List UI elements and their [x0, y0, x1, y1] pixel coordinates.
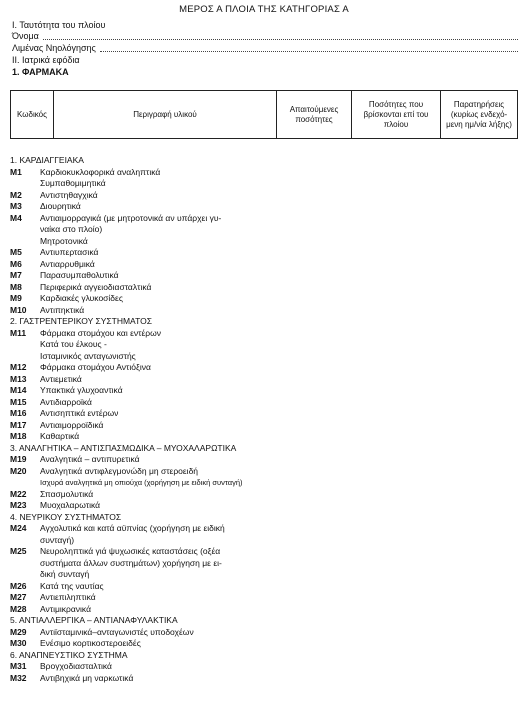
item-description: Αντιπηκτικά — [40, 304, 85, 315]
item-description: Υπακτικά γλυχοαντικά — [40, 385, 123, 395]
ship-name-label: Όνομα — [12, 31, 39, 41]
port-registry-line — [12, 43, 520, 55]
item-code — [10, 339, 40, 351]
list-item — [10, 581, 520, 593]
list-item — [10, 328, 520, 340]
item-code: Μ10 — [10, 304, 27, 315]
item-code: Μ16 — [10, 408, 27, 418]
list-item — [10, 454, 520, 466]
list-item — [10, 190, 520, 202]
list-item — [10, 408, 520, 420]
item-code: Μ8 — [10, 281, 22, 292]
list-item — [10, 305, 520, 317]
item-code: Μ25 — [10, 546, 27, 556]
list-item — [10, 339, 520, 351]
item-description: Αντιδιαρροϊκά — [40, 396, 92, 407]
item-description: Ισταμινικός ανταγωνιστής — [40, 350, 136, 361]
list-item — [10, 431, 520, 443]
item-description: συστήματα άλλων συστημάτων) χορήγηση με ει- — [40, 557, 222, 568]
item-code: Μ32 — [10, 672, 27, 683]
list-item — [10, 661, 520, 673]
list-item — [10, 397, 520, 409]
section-heading: 4. ΝΕΥΡΙΚΟΥ ΣΥΣΤΗΜΑΤΟΣ — [10, 511, 122, 522]
item-code: Μ30 — [10, 638, 27, 648]
list-item — [10, 477, 520, 489]
page-title: ΜΕΡΟΣ Α ΠΛΟΙΑ ΤΗΣ ΚΑΤΗΓΟΡΙΑΣ Α — [179, 4, 349, 15]
item-description: Καρδιακές γλυκοσίδες — [40, 293, 123, 303]
item-description: Καθαρτικά — [40, 431, 80, 441]
item-description: δική συνταγή — [40, 569, 90, 579]
item-description: Αντιυπερτασικά — [40, 247, 99, 257]
list-item — [10, 167, 520, 179]
item-code: Μ20 — [10, 465, 27, 476]
item-description: Μυοχαλαρωτικά — [40, 500, 101, 510]
section-heading: 1. ΚΑΡΔΙΑΓΓΕΙΑΚΑ — [10, 155, 84, 165]
list-item — [10, 259, 520, 271]
item-code: Μ29 — [10, 626, 27, 637]
item-code: Μ3 — [10, 201, 22, 211]
list-item — [10, 282, 520, 294]
item-description: Αντιαιμορροϊδικά — [40, 419, 104, 430]
list-item — [10, 546, 520, 558]
ship-identity-heading: Ι. Ταυτότητα του πλοίου — [12, 20, 106, 30]
list-item — [10, 420, 520, 432]
item-description: Αντιεμετικά — [40, 373, 82, 384]
list-item — [10, 523, 520, 535]
item-description: ναίκα στο πλοίο) — [40, 224, 103, 234]
item-description: Παρασυμπαθολυτικά — [40, 270, 119, 280]
list-item — [10, 201, 520, 213]
item-code: Μ22 — [10, 488, 27, 499]
list-item — [10, 178, 520, 190]
item-description: Αντιμικρανικά — [40, 603, 91, 614]
item-description: Σπασμολυτικά — [40, 488, 94, 499]
table-header-row — [11, 91, 518, 139]
item-description: Αντιαρρυθμικά — [40, 258, 95, 269]
item-code: Μ23 — [10, 500, 27, 510]
item-code — [10, 178, 40, 190]
item-description: Φάρμακα στομάχου Αντιόξινα — [40, 362, 151, 372]
item-code: Μ2 — [10, 189, 22, 200]
list-item — [10, 569, 520, 581]
item-code: Μ7 — [10, 270, 22, 280]
list-item — [10, 362, 520, 374]
item-description: Καρδιοκυκλοφορικά αναληπτικά — [40, 166, 161, 177]
item-description: Αναλγητικά – αντιπυρετικά — [40, 454, 140, 464]
item-description: Ισχυρά αναλγητικά μη οπιούχα (χορήγηση με ειδική συνταγή) — [40, 478, 243, 487]
item-code: Μ31 — [10, 661, 27, 671]
item-description: Ενέσιμο κορτικοστεροειδές — [40, 638, 141, 648]
item-code: Μ4 — [10, 212, 22, 223]
list-item — [10, 247, 520, 259]
list-item — [10, 236, 520, 248]
item-description: Μητροτονικά — [40, 235, 88, 246]
port-registry-label: Λιμένας Νηολόγησης — [12, 43, 96, 53]
column-quantity-on-board: Ποσότητες που βρίσκονται επί του πλοίου — [352, 91, 441, 139]
item-description: Αγχολυτικά και κατά αϋπνίας (χορήγηση με ειδική — [40, 523, 225, 533]
list-item — [10, 500, 520, 512]
item-code — [10, 558, 40, 570]
item-code: Μ6 — [10, 258, 22, 269]
item-description: Αντιβηχικά μη ναρκωτικά — [40, 672, 134, 683]
list-item — [10, 385, 520, 397]
item-code — [10, 477, 40, 489]
list-item — [10, 604, 520, 616]
item-code: Μ11 — [10, 327, 27, 338]
section-heading: 2. ΓΑΣΤΡΕΝΤΕΡΙΚΟΥ ΣΥΣΤΗΜΑΤΟΣ — [10, 316, 152, 326]
item-description: Βρογχοδιασταλτικά — [40, 661, 112, 671]
item-code: Μ1 — [10, 166, 22, 177]
item-code: Μ5 — [10, 247, 22, 257]
list-item — [10, 351, 520, 363]
column-required-quantity: Απαιτούμενες ποσότητες — [277, 91, 352, 139]
item-description: Συμπαθομιμητικά — [40, 178, 106, 188]
item-description: Αντιαιμορραγικά (με μητροτονικά αν υπάρχει γυ- — [40, 212, 222, 223]
list-item — [10, 558, 520, 570]
list-item — [10, 535, 520, 547]
item-code: Μ18 — [10, 431, 27, 441]
item-code: Μ17 — [10, 419, 27, 430]
section-heading: 5. ΑΝΤΙΑΛΛΕΡΓΙΚΑ – ΑΝΤΙΑΝΑΦΥΛΑΚΤΙΚΑ — [10, 615, 178, 625]
ship-name-line — [12, 31, 520, 43]
item-code: Μ28 — [10, 603, 27, 614]
list-item — [10, 213, 520, 225]
column-remarks: Παρατηρήσεις (κυρίως ενδεχό- μενη ημ/νία λήξης) — [441, 91, 518, 139]
item-description: συνταγή) — [40, 534, 75, 545]
medicines-list — [10, 155, 520, 684]
item-code: Μ26 — [10, 580, 27, 591]
list-item — [10, 489, 520, 501]
item-code: Μ24 — [10, 523, 27, 533]
item-description: Περιφερικά αγγειοδιασταλτικά — [40, 281, 152, 292]
item-description: Αντιεπιληπτικά — [40, 592, 96, 602]
item-code — [10, 224, 40, 236]
item-code — [10, 535, 40, 547]
item-description: Αντιϊσταμινικά–ανταγωνιστές υποδοχέων — [40, 626, 194, 637]
list-item — [10, 374, 520, 386]
item-description: Κατά της ναυτίας — [40, 580, 104, 591]
item-description: Κατά του έλκους - — [40, 339, 107, 349]
list-item — [10, 293, 520, 305]
item-code: Μ14 — [10, 385, 27, 395]
item-code — [10, 351, 40, 363]
item-description: Νευροληπτικά γιά ψυχωσικές καταστάσεις (οξέα — [40, 546, 221, 556]
ship-name-dotted-field — [43, 31, 518, 40]
port-registry-dotted-field — [100, 43, 518, 52]
item-code — [10, 569, 40, 581]
item-description: Διουρητικά — [40, 201, 81, 211]
list-item — [10, 673, 520, 685]
list-item — [10, 592, 520, 604]
list-item — [10, 224, 520, 236]
item-description: Αναλγητικά αντιφλεγμονώδη μη στεροειδή — [40, 465, 199, 476]
item-code: Μ13 — [10, 373, 27, 384]
item-code: Μ15 — [10, 396, 27, 407]
item-code: Μ12 — [10, 362, 27, 372]
item-code: Μ19 — [10, 454, 27, 464]
item-code: Μ27 — [10, 592, 27, 602]
medical-supplies-heading: ΙΙ. Ιατρικά εφόδια — [12, 55, 80, 65]
list-item — [10, 638, 520, 650]
item-description: Φάρμακα στομάχου και εντέρων — [40, 327, 161, 338]
item-code — [10, 236, 40, 248]
list-item — [10, 466, 520, 478]
list-item — [10, 270, 520, 282]
column-description: Περιγραφή υλικού — [54, 91, 277, 139]
item-description: Αντισηπτικά εντέρων — [40, 408, 119, 418]
section-heading: 6. ΑΝΑΠΝΕΥΣΤΙΚΟ ΣΥΣΤΗΜΑ — [10, 649, 128, 660]
list-item — [10, 627, 520, 639]
medicines-table-header — [10, 90, 518, 139]
item-description: Αντιστηθαγχικά — [40, 189, 98, 200]
drugs-heading: 1. ΦΑΡΜΑΚΑ — [12, 67, 69, 77]
column-code: Κωδικός — [11, 91, 54, 139]
item-code: Μ9 — [10, 293, 22, 303]
section-heading: 3. ΑΝΑΛΓΗΤΙΚΑ – ΑΝΤΙΣΠΑΣΜΩΔΙΚΑ – ΜΥΟΧΑΛΑΡΩΤΙΚΑ — [10, 442, 237, 453]
